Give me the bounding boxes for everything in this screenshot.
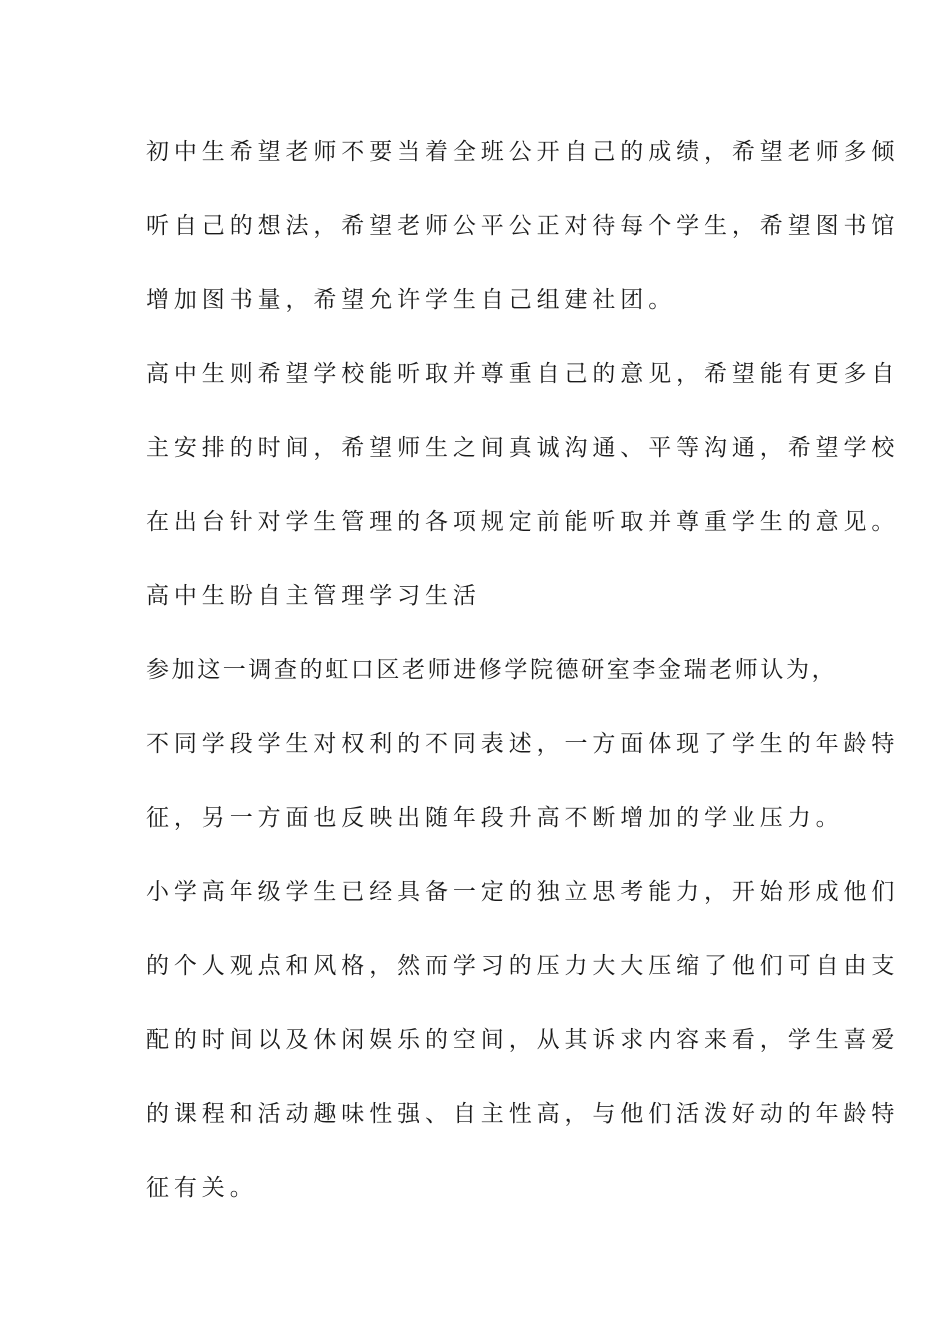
text-line: 征有关。 [146,1175,258,1201]
section-heading: 高中生盼自主管理学习生活 [146,583,481,609]
text-line: 参加这一调查的虹口区老师进修学院德研室李金瑞老师认为， [146,657,838,683]
text-line: 不同学段学生对权利的不同表述，一方面体现了学生的年龄特 [146,731,900,757]
text-line: 征，另一方面也反映出随年段升高不断增加的学业压力。 [146,805,844,831]
text-line: 主安排的时间，希望师生之间真诚沟通、平等沟通，希望学校 [146,435,900,461]
text-line: 的个人观点和风格，然而学习的压力大大压缩了他们可自由支 [146,953,900,979]
text-line: 在出台针对学生管理的各项规定前能听取并尊重学生的意见。 [146,509,900,535]
text-line: 小学高年级学生已经具备一定的独立思考能力，开始形成他们 [146,879,900,905]
text-line: 增加图书量，希望允许学生自己组建社团。 [146,287,677,313]
text-line: 的课程和活动趣味性强、自主性高，与他们活泼好动的年龄特 [146,1101,900,1127]
text-line: 听自己的想法，希望老师公平公正对待每个学生，希望图书馆 [146,213,900,239]
body-text [146,128,900,1238]
text-line: 高中生则希望学校能听取并尊重自己的意见，希望能有更多自 [146,361,900,387]
text-line: 配的时间以及休闲娱乐的空间，从其诉求内容来看，学生喜爱 [146,1027,900,1053]
text-line: 初中生希望老师不要当着全班公开自己的成绩，希望老师多倾 [146,139,900,165]
